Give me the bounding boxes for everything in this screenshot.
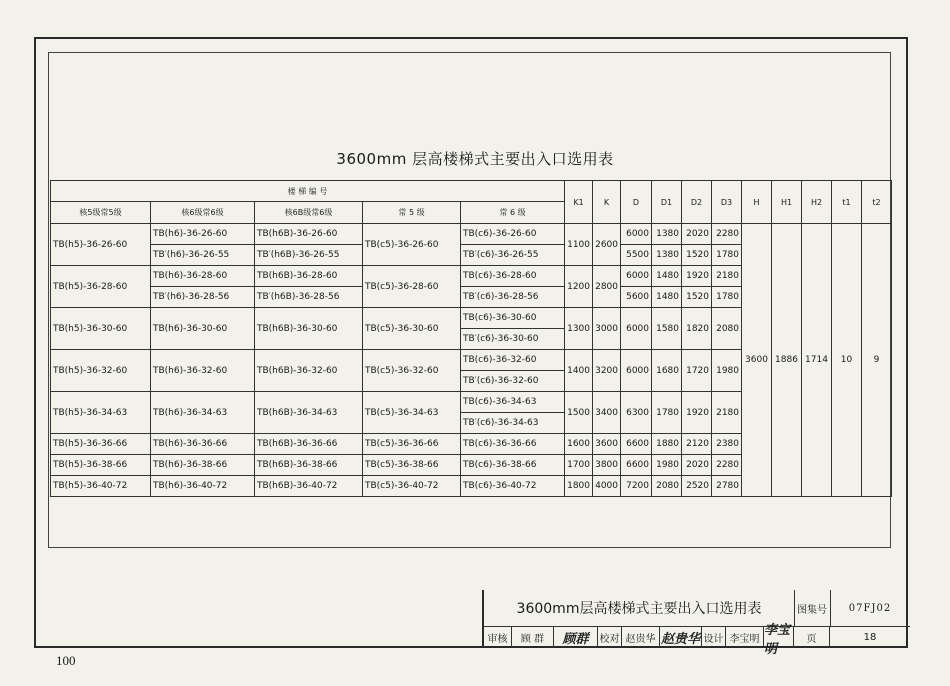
col-header-k: K — [593, 181, 621, 224]
title-block — [482, 590, 908, 657]
cell-c6: TB(c6)-36-40-72 — [461, 476, 565, 497]
cell-h6: TB(h6)-36-38-66 — [151, 455, 255, 476]
cell-h6: TB(h6)-36-26-60 — [151, 224, 255, 245]
cell-c6: TB(c6)-36-32-60 — [461, 350, 565, 371]
cell-k1: 1200 — [565, 266, 593, 308]
atlas-label: 图集号 — [794, 590, 831, 627]
cell-k: 3000 — [593, 308, 621, 350]
cell-d1: 1580 — [652, 308, 682, 350]
cell-d3: 2180 — [712, 392, 742, 434]
cell-c6: TB′(c6)-36-28-56 — [461, 287, 565, 308]
cell-c5: TB(c5)-36-32-60 — [363, 350, 461, 392]
cell-c6: TB(c6)-36-34-63 — [461, 392, 565, 413]
cell-c5: TB(c5)-36-40-72 — [363, 476, 461, 497]
cell-k: 3200 — [593, 350, 621, 392]
cell-c6: TB(c6)-36-26-60 — [461, 224, 565, 245]
col-header-t2: t2 — [862, 181, 892, 224]
cell-k1: 1800 — [565, 476, 593, 497]
cell-h5: TB(h5)-36-30-60 — [51, 308, 151, 350]
col-header-k1: K1 — [565, 181, 593, 224]
cell-d3: 1780 — [712, 287, 742, 308]
cell-common-h1: 1886 — [772, 224, 802, 497]
sub-header-c5: 常 5 级 — [363, 202, 461, 224]
cell-d1: 1480 — [652, 287, 682, 308]
cell-h6b: TB(h6B)-36-36-66 — [255, 434, 363, 455]
reviewer-name: 顾 群 — [512, 627, 554, 648]
cell-d2: 1720 — [682, 350, 712, 392]
cell-h6: TB(h6)-36-32-60 — [151, 350, 255, 392]
cell-d2: 1520 — [682, 287, 712, 308]
cell-d3: 2380 — [712, 434, 742, 455]
cell-k1: 1300 — [565, 308, 593, 350]
cell-h6b: TB(h6B)-36-26-60 — [255, 224, 363, 245]
cell-c6: TB(c6)-36-38-66 — [461, 455, 565, 476]
title-block-title: 3600mm层高楼梯式主要出入口选用表 — [484, 590, 795, 627]
cell-d1: 2080 — [652, 476, 682, 497]
cell-d: 6600 — [621, 434, 652, 455]
col-header-h2: H2 — [802, 181, 832, 224]
cell-d2: 2020 — [682, 455, 712, 476]
sub-header-h6b: 核6B级常6级 — [255, 202, 363, 224]
cell-k1: 1400 — [565, 350, 593, 392]
cell-d2: 2520 — [682, 476, 712, 497]
atlas-number: 07FJ02 — [830, 590, 910, 627]
page-number: 18 — [863, 632, 877, 643]
cell-d: 7200 — [621, 476, 652, 497]
cell-d2: 2120 — [682, 434, 712, 455]
cell-d: 5600 — [621, 287, 652, 308]
cell-c6: TB′(c6)-36-32-60 — [461, 371, 565, 392]
cell-h6: TB(h6)-36-40-72 — [151, 476, 255, 497]
cell-common-t2: 9 — [862, 224, 892, 497]
cell-d: 5500 — [621, 245, 652, 266]
cell-h6b: TB(h6B)-36-28-60 — [255, 266, 363, 287]
cell-d: 6000 — [621, 350, 652, 392]
cell-c5: TB(c5)-36-28-60 — [363, 266, 461, 308]
cell-c6: TB′(c6)-36-34-63 — [461, 413, 565, 434]
designer-signature: 李宝明 — [764, 627, 794, 648]
cell-k: 3400 — [593, 392, 621, 434]
cell-h5: TB(h5)-36-36-66 — [51, 434, 151, 455]
cell-d1: 1380 — [652, 224, 682, 245]
cell-h5: TB(h5)-36-38-66 — [51, 455, 151, 476]
cell-c6: TB(c6)-36-30-60 — [461, 308, 565, 329]
cell-d3: 2780 — [712, 476, 742, 497]
col-header-d2: D2 — [682, 181, 712, 224]
cell-k: 2600 — [593, 224, 621, 266]
cell-k1: 1500 — [565, 392, 593, 434]
cell-d1: 1480 — [652, 266, 682, 287]
cell-d: 6000 — [621, 224, 652, 245]
cell-h6b: TB(h6B)-36-40-72 — [255, 476, 363, 497]
designer-name: 李宝明 — [726, 627, 764, 648]
cell-k: 2800 — [593, 266, 621, 308]
cell-h6b: TB(h6B)-36-38-66 — [255, 455, 363, 476]
cell-d: 6600 — [621, 455, 652, 476]
design-label: 设计 — [702, 627, 726, 648]
cell-d3: 1780 — [712, 245, 742, 266]
cell-c5: TB(c5)-36-36-66 — [363, 434, 461, 455]
cell-c6: TB′(c6)-36-30-60 — [461, 329, 565, 350]
cell-c5: TB(c5)-36-34-63 — [363, 392, 461, 434]
cell-d2: 2020 — [682, 224, 712, 245]
cell-d: 6300 — [621, 392, 652, 434]
cell-d3: 1980 — [712, 350, 742, 392]
col-header-d1: D1 — [652, 181, 682, 224]
cell-d: 6000 — [621, 266, 652, 287]
col-header-t1: t1 — [832, 181, 862, 224]
cell-c6: TB(c6)-36-36-66 — [461, 434, 565, 455]
selection-table — [50, 180, 892, 497]
cell-h5: TB(h5)-36-28-60 — [51, 266, 151, 308]
cell-h6: TB(h6)-36-36-66 — [151, 434, 255, 455]
cell-h6b: TB(h6B)-36-34-63 — [255, 392, 363, 434]
cell-c5: TB(c5)-36-38-66 — [363, 455, 461, 476]
cell-h6b: TB(h6B)-36-30-60 — [255, 308, 363, 350]
cell-k: 4000 — [593, 476, 621, 497]
page-title: 3600mm 层高楼梯式主要出入口选用表 — [336, 150, 614, 168]
cell-k: 3600 — [593, 434, 621, 455]
col-header-h: H — [742, 181, 772, 224]
cell-h6b: TB′(h6B)-36-26-55 — [255, 245, 363, 266]
cell-h5: TB(h5)-36-32-60 — [51, 350, 151, 392]
checker-signature: 赵贵华 — [660, 627, 702, 648]
col-header-d: D — [621, 181, 652, 224]
cell-k1: 1600 — [565, 434, 593, 455]
page-label: 页 — [794, 627, 830, 648]
cell-d2: 1520 — [682, 245, 712, 266]
cell-d1: 1780 — [652, 392, 682, 434]
cell-h6: TB(h6)-36-30-60 — [151, 308, 255, 350]
page-number-left: 100 — [56, 653, 76, 668]
cell-h6: TB(h6)-36-28-60 — [151, 266, 255, 287]
group-header: 楼 梯 编 号 — [51, 181, 565, 202]
cell-k: 3800 — [593, 455, 621, 476]
cell-k1: 1100 — [565, 224, 593, 266]
approval-row — [484, 622, 910, 657]
cell-d1: 1880 — [652, 434, 682, 455]
cell-c5: TB(c5)-36-26-60 — [363, 224, 461, 266]
cell-h6: TB′(h6)-36-28-56 — [151, 287, 255, 308]
cell-h6: TB(h6)-36-34-63 — [151, 392, 255, 434]
cell-d: 6000 — [621, 308, 652, 350]
cell-c5: TB(c5)-36-30-60 — [363, 308, 461, 350]
cell-h6b: TB(h6B)-36-32-60 — [255, 350, 363, 392]
cell-d1: 1380 — [652, 245, 682, 266]
sub-header-c6: 常 6 级 — [461, 202, 565, 224]
sub-header-h5: 核5级常5级 — [51, 202, 151, 224]
cell-d1: 1980 — [652, 455, 682, 476]
cell-d3: 2280 — [712, 455, 742, 476]
cell-h5: TB(h5)-36-26-60 — [51, 224, 151, 266]
col-header-h1: H1 — [772, 181, 802, 224]
review-label: 审核 — [484, 627, 512, 648]
cell-d2: 1920 — [682, 266, 712, 287]
cell-d3: 2180 — [712, 266, 742, 287]
col-header-d3: D3 — [712, 181, 742, 224]
reviewer-signature: 顾群 — [554, 627, 598, 648]
cell-d3: 2080 — [712, 308, 742, 350]
cell-d3: 2280 — [712, 224, 742, 245]
cell-c6: TB′(c6)-36-26-55 — [461, 245, 565, 266]
cell-c6: TB(c6)-36-28-60 — [461, 266, 565, 287]
check-label: 校对 — [598, 627, 622, 648]
cell-d1: 1680 — [652, 350, 682, 392]
checker-name: 赵贵华 — [622, 627, 660, 648]
cell-d2: 1820 — [682, 308, 712, 350]
cell-d2: 1920 — [682, 392, 712, 434]
cell-h5: TB(h5)-36-34-63 — [51, 392, 151, 434]
cell-h5: TB(h5)-36-40-72 — [51, 476, 151, 497]
cell-h6: TB′(h6)-36-26-55 — [151, 245, 255, 266]
sub-header-h6: 核6级常6级 — [151, 202, 255, 224]
cell-common-t1: 10 — [832, 224, 862, 497]
table-row — [51, 224, 892, 245]
cell-k1: 1700 — [565, 455, 593, 476]
cell-common-h2: 1714 — [802, 224, 832, 497]
cell-common-h: 3600 — [742, 224, 772, 497]
cell-h6b: TB′(h6B)-36-28-56 — [255, 287, 363, 308]
